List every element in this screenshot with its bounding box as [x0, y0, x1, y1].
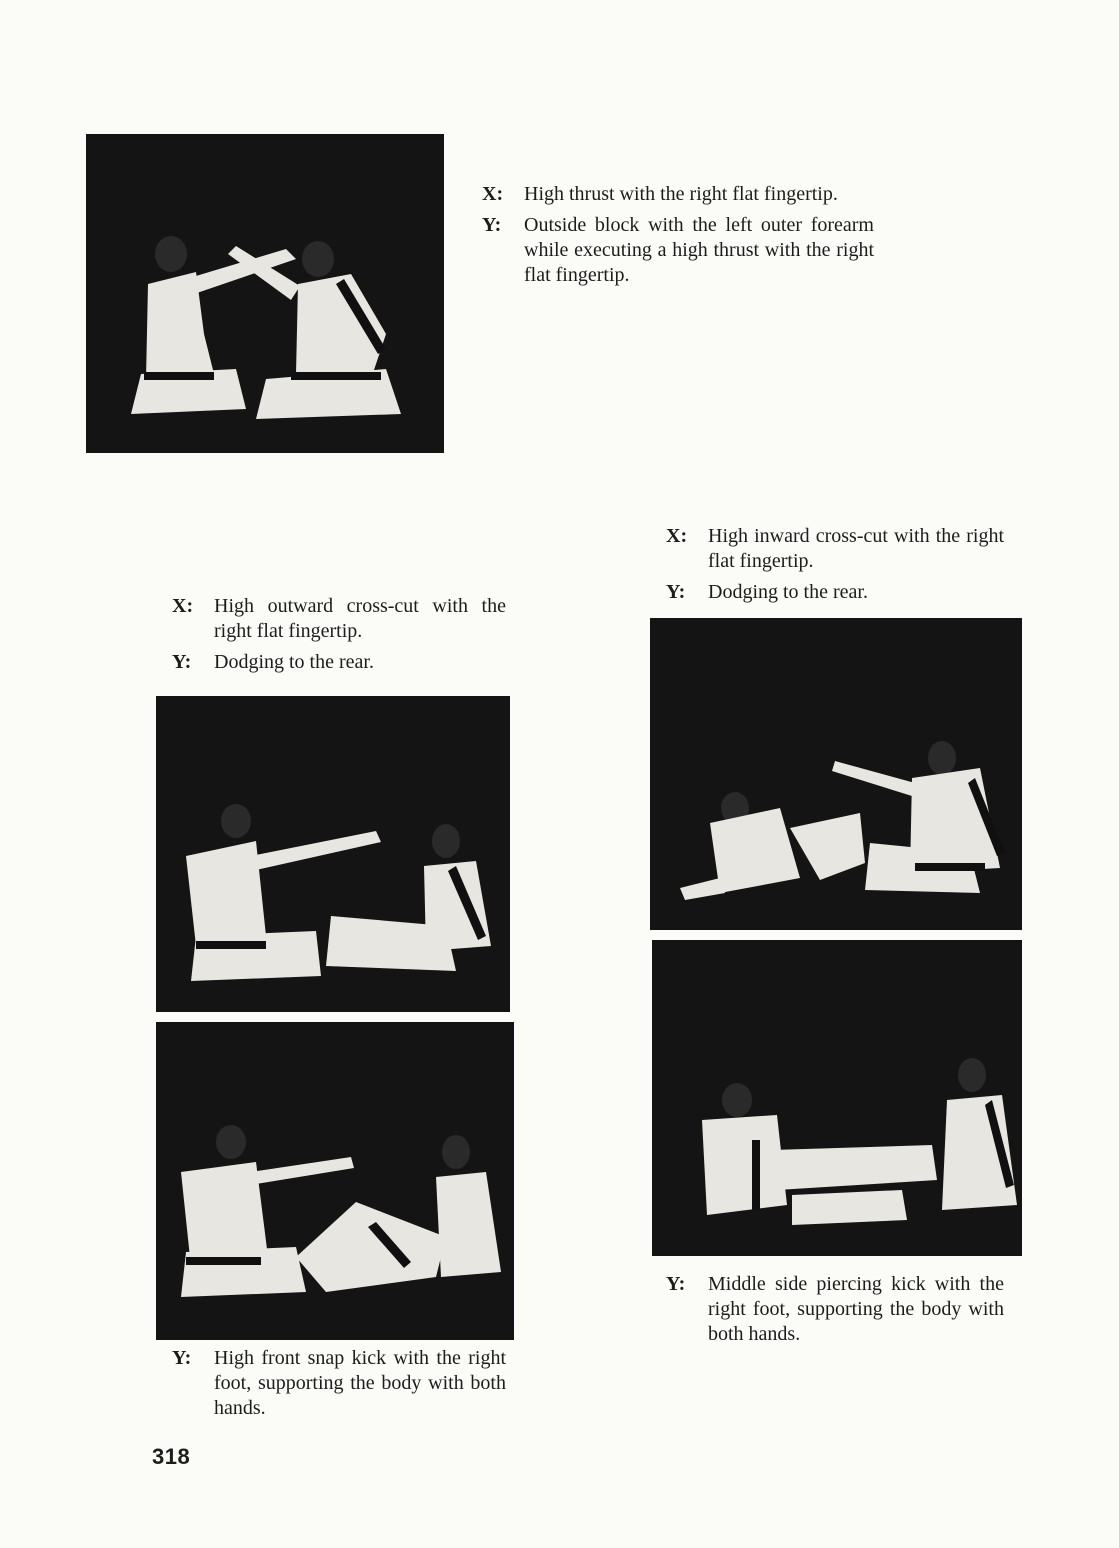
photo-outward-cross-cut: [156, 696, 510, 1012]
caption-left-column: [172, 594, 506, 681]
caption-right-y: [666, 580, 1004, 605]
caption-top-y-text: Outside block with the left outer forearm while executing a high thrust with the right flat fingertip.: [524, 214, 874, 286]
caption-right-bottom: [666, 1272, 1004, 1353]
caption-top-x-label: X:: [482, 183, 504, 205]
photo-inward-cross-cut-figures: [650, 618, 1022, 930]
caption-top-y: [482, 213, 874, 288]
caption-right-x-text: High inward cross-cut with the right flat fingertip.: [708, 525, 1004, 572]
caption-right-y-text: Dodging to the rear.: [708, 581, 868, 603]
caption-top-y-label: Y:: [482, 214, 502, 236]
caption-top-x-text: High thrust with the right flat fingertip.: [524, 183, 838, 205]
photo-front-snap-kick-figures: [156, 1022, 514, 1340]
page-number: 318: [152, 1444, 191, 1469]
caption-right-x-label: X:: [666, 525, 688, 547]
caption-left-x: [172, 594, 506, 644]
caption-left-bottom-y: [172, 1346, 506, 1421]
caption-top: [482, 182, 874, 294]
caption-left-bottom: [172, 1346, 506, 1427]
photo-thrust: [86, 134, 444, 453]
caption-left-bottom-y-label: Y:: [172, 1347, 192, 1369]
caption-top-x: [482, 182, 874, 207]
photo-thrust-figures: [86, 134, 444, 453]
photo-front-snap-kick: [156, 1022, 514, 1340]
caption-right-y-label: Y:: [666, 581, 686, 603]
caption-right-column: [666, 524, 1004, 611]
caption-right-bottom-y-text: Middle side piercing kick with the right foot, supporting the body with both hands.: [708, 1273, 1004, 1345]
caption-right-bottom-y: [666, 1272, 1004, 1347]
caption-left-x-text: High outward cross-cut with the right flat fingertip.: [214, 595, 506, 642]
caption-left-bottom-y-text: High front snap kick with the right foot, supporting the body with both hands.: [214, 1347, 506, 1419]
caption-left-y: [172, 650, 506, 675]
caption-left-y-text: Dodging to the rear.: [214, 651, 374, 673]
caption-left-y-label: Y:: [172, 651, 192, 673]
photo-outward-cross-cut-figures: [156, 696, 510, 1012]
photo-side-piercing-kick: [652, 940, 1022, 1256]
caption-left-x-label: X:: [172, 595, 194, 617]
caption-right-bottom-y-label: Y:: [666, 1273, 686, 1295]
photo-side-piercing-kick-figures: [652, 940, 1022, 1256]
caption-right-x: [666, 524, 1004, 574]
photo-inward-cross-cut: [650, 618, 1022, 930]
